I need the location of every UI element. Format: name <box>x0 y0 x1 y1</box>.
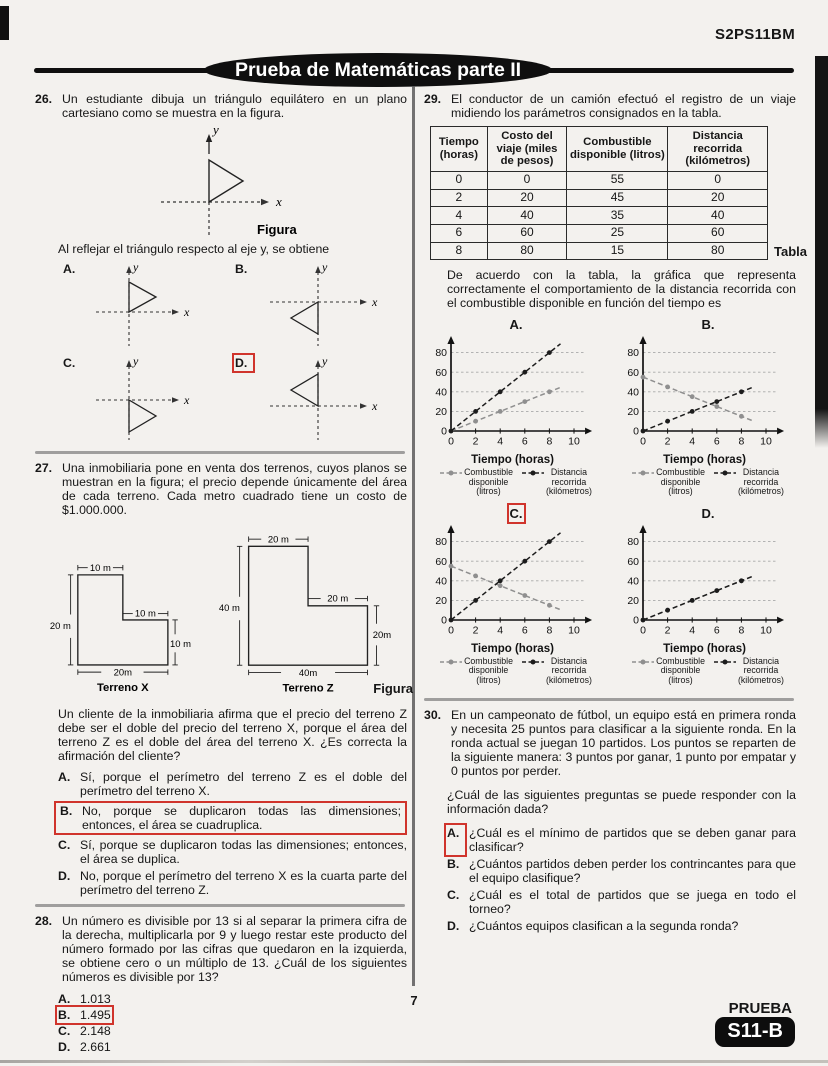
q26-option-a <box>63 260 235 350</box>
table-row <box>431 171 768 189</box>
legend-text: Combustible disponible (litros) <box>464 655 513 685</box>
svg-text:0: 0 <box>633 614 639 627</box>
chart-legend <box>440 468 592 497</box>
legend-marker <box>632 657 654 667</box>
chart-option-label: B. <box>701 317 715 333</box>
dimension-label: 10 m <box>89 562 111 574</box>
legend-text: Combustible disponible (litros) <box>464 467 513 497</box>
svg-text:40: 40 <box>627 575 639 588</box>
legend-marker <box>440 657 462 667</box>
q27-option-c <box>58 838 407 866</box>
option-label: D. <box>58 869 71 884</box>
figure-label: Figura <box>373 681 413 697</box>
svg-text:0: 0 <box>441 425 447 438</box>
svg-text:6: 6 <box>713 624 720 637</box>
question-number: 26. <box>35 92 53 106</box>
legend-marker <box>522 468 544 478</box>
column-divider <box>412 86 415 986</box>
chart-plot <box>616 334 800 466</box>
option-c-figure <box>84 354 214 444</box>
q29-data-table <box>430 126 768 260</box>
terreno-x-label: Terreno X <box>96 682 149 695</box>
svg-text:0: 0 <box>448 435 454 448</box>
svg-text:40: 40 <box>435 386 447 399</box>
q30-option-a-marked <box>447 826 796 854</box>
table-cell: 55 <box>567 171 668 189</box>
scan-artifact-right-edge <box>815 56 828 448</box>
q30-question: ¿Cuál de las siguientes preguntas se puede responder con la información dada? <box>447 787 796 816</box>
option-text: Sí, porque el perímetro del terreno Z es el doble del perímetro del terreno X. <box>80 770 407 799</box>
page-number: 7 <box>410 993 418 1008</box>
table-cell: 60 <box>668 224 768 242</box>
question-separator <box>424 698 794 701</box>
q26-options <box>63 260 407 444</box>
chart-option-b <box>616 318 800 497</box>
option-label: C. <box>58 838 71 853</box>
q30-option-d <box>447 919 796 933</box>
svg-text:6: 6 <box>521 435 528 448</box>
dimension-label: 10 m <box>169 639 191 651</box>
table-cell: 2 <box>431 189 488 207</box>
q26-option-d <box>235 354 407 444</box>
y-axis-label: y <box>322 354 328 369</box>
legend-marker <box>714 468 736 478</box>
svg-text:0: 0 <box>633 425 639 438</box>
q27-figure <box>49 523 413 703</box>
option-text: ¿Cuántos equipos clasifican a la segunda ronda? <box>469 918 739 933</box>
table-label: Tabla <box>774 243 807 259</box>
y-axis-label: y <box>213 122 219 138</box>
figure-label: Figura <box>257 222 297 238</box>
title-banner <box>30 52 798 88</box>
question-30 <box>424 708 796 778</box>
y-axis-label: y <box>133 354 139 369</box>
dimension-label: 20 m <box>327 593 349 605</box>
svg-text:4: 4 <box>689 624 696 637</box>
chart-option-c <box>424 507 608 686</box>
svg-text:20: 20 <box>435 594 447 607</box>
q27-option-a <box>58 770 407 798</box>
svg-text:60: 60 <box>627 555 639 568</box>
table-header-cell: Combustible disponible (litros) <box>567 127 668 172</box>
y-axis-label: y <box>133 260 139 275</box>
svg-text:Tiempo (horas): Tiempo (horas) <box>471 642 554 655</box>
table-cell: 6 <box>431 224 488 242</box>
svg-text:6: 6 <box>521 624 528 637</box>
chart-legend <box>632 468 784 497</box>
document-code: S2PS11BM <box>715 26 795 43</box>
option-label: C. <box>58 1024 71 1039</box>
question-text: El conductor de un camión efectuó el registro de un viaje midiendo los parámetros consignados en la tabla. <box>451 92 796 121</box>
legend-entry <box>440 468 513 497</box>
svg-text:6: 6 <box>713 435 720 448</box>
legend-entry <box>632 468 705 497</box>
question-separator <box>35 904 405 907</box>
footer-prueba-label: PRUEBA <box>728 1000 792 1017</box>
option-text: 2.148 <box>80 1024 111 1039</box>
question-text: Un número es divisible por 13 si al separar la primera cifra de la derecha, multiplicarla por 9 y luego restar este producto del número formado por las cifras que quedaron en la izquierda, se obtiene cero o un múltiplo de 13. ¿Cuál de los siguientes números es divisible por 13? <box>62 914 407 985</box>
svg-text:2: 2 <box>664 624 671 637</box>
legend-entry <box>714 657 784 686</box>
question-26 <box>35 92 407 120</box>
right-column <box>424 90 807 936</box>
svg-text:2: 2 <box>472 624 479 637</box>
table-row <box>431 207 768 225</box>
question-28 <box>35 914 407 984</box>
svg-text:20: 20 <box>627 594 639 607</box>
q27-option-d <box>58 869 407 897</box>
table-cell: 45 <box>567 189 668 207</box>
option-label-marked: D. <box>235 356 252 370</box>
svg-text:20: 20 <box>627 406 639 419</box>
x-axis-label: x <box>372 295 378 310</box>
svg-text:8: 8 <box>738 435 745 448</box>
question-text: En un campeonato de fútbol, un equipo está en primera ronda y necesita 25 puntos para clasificar a la siguiente ronda. En la ronda actual se juegan 10 partidos. Los puntos se reparten de la siguiente manera: 3 puntos por ganar, 1 punto por empatar y 0 puntos por perder. <box>451 707 796 778</box>
table-row <box>431 242 768 260</box>
svg-text:0: 0 <box>640 624 646 637</box>
legend-entry <box>714 468 784 497</box>
legend-marker <box>522 657 544 667</box>
option-label: B. <box>447 856 460 871</box>
option-text: ¿Cuántos partidos deben perder los contrincantes para que el equipo clasifique? <box>469 856 796 885</box>
option-text: No, porque el perímetro del terreno X es la cuarta parte del perímetro del terreno Z. <box>80 869 407 898</box>
svg-text:0: 0 <box>448 624 454 637</box>
svg-text:8: 8 <box>738 624 745 637</box>
q29-option-charts <box>424 318 796 685</box>
chart-legend <box>440 657 592 686</box>
x-axis-label: x <box>184 305 190 320</box>
option-d-figure <box>256 354 386 444</box>
option-label: D. <box>447 918 460 933</box>
legend-entry <box>522 657 592 686</box>
option-text: 2.661 <box>80 1040 111 1055</box>
chart-option-label: A. <box>509 317 523 333</box>
dimension-label: 10 m <box>134 608 156 620</box>
svg-text:80: 80 <box>627 347 639 360</box>
footer-test-badge: S11-B <box>715 1017 795 1047</box>
option-a-figure <box>84 260 214 350</box>
q29-prompt: De acuerdo con la tabla, la gráfica que representa correctamente el comportamiento de la distancia recorrida con el combustible disponible en función del tiempo es <box>447 268 796 311</box>
option-label: C. <box>63 356 76 371</box>
x-axis-label: x <box>276 194 282 210</box>
legend-text: Combustible disponible (litros) <box>656 467 705 497</box>
svg-text:80: 80 <box>435 535 447 548</box>
svg-text:Tiempo (horas): Tiempo (horas) <box>663 454 746 467</box>
q26-option-b <box>235 260 407 350</box>
legend-text: Distancia recorrida (kilómetros) <box>545 655 592 685</box>
chart-option-d <box>616 507 800 686</box>
chart-plot <box>616 523 800 655</box>
svg-text:40: 40 <box>627 386 639 399</box>
legend-entry <box>522 468 592 497</box>
banner-title: Prueba de Matemáticas parte II <box>204 53 552 87</box>
svg-text:Tiempo (horas): Tiempo (horas) <box>471 454 554 467</box>
table-cell: 40 <box>668 207 768 225</box>
option-text: 1.013 <box>80 992 111 1007</box>
chart-option-a <box>424 318 608 497</box>
terreno-x-plan <box>49 553 204 703</box>
legend-marker <box>440 468 462 478</box>
table-cell: 35 <box>567 207 668 225</box>
svg-text:4: 4 <box>497 435 504 448</box>
q26-cartesian-plane <box>111 122 331 240</box>
table-header-row <box>431 127 768 172</box>
option-text: Sí, porque se duplicaron todas las dimensiones; entonces, el área se duplica. <box>80 838 407 867</box>
option-label: B. <box>235 262 248 277</box>
option-label: D. <box>58 1040 71 1055</box>
terreno-z-plan <box>218 523 407 703</box>
option-label: A. <box>447 826 464 854</box>
chart-plot <box>424 334 608 466</box>
table-cell: 0 <box>487 171 567 189</box>
svg-text:60: 60 <box>435 366 447 379</box>
dimension-label: 40 m <box>218 603 240 615</box>
svg-text:80: 80 <box>627 535 639 548</box>
question-text: Una inmobiliaria pone en venta dos terrenos, cuyos planos se muestran en la figura; el precio depende únicamente del área de cada terreno. Cada metro cuadrado tiene un costo de $1.000.000. <box>62 461 407 518</box>
table-cell: 40 <box>487 207 567 225</box>
option-b-figure <box>256 260 386 350</box>
table-cell: 0 <box>668 171 768 189</box>
option-label: A. <box>63 262 76 277</box>
dimension-label: 20m <box>113 667 133 679</box>
svg-text:2: 2 <box>472 435 479 448</box>
chart-plot <box>424 523 608 655</box>
q26-option-c <box>63 354 235 444</box>
svg-text:0: 0 <box>640 435 646 448</box>
chart-legend <box>632 657 784 686</box>
table-cell: 80 <box>487 242 567 260</box>
terreno-z-label: Terreno Z <box>282 682 334 695</box>
x-axis-label: x <box>372 399 378 414</box>
option-label: A. <box>58 992 71 1007</box>
q28-option-c <box>58 1024 407 1038</box>
question-number: 27. <box>35 461 53 476</box>
legend-marker <box>632 468 654 478</box>
option-label: B. <box>58 1008 71 1023</box>
svg-text:4: 4 <box>497 624 504 637</box>
q29-table-wrap <box>430 126 807 260</box>
svg-text:10: 10 <box>568 624 580 637</box>
svg-text:10: 10 <box>760 435 772 448</box>
table-cell: 20 <box>487 189 567 207</box>
question-number: 28. <box>35 914 53 929</box>
q26-figure <box>35 122 407 240</box>
svg-text:10: 10 <box>568 435 580 448</box>
chart-option-label: D. <box>701 505 715 521</box>
table-cell: 60 <box>487 224 567 242</box>
table-header-cell: Costo del viaje (miles de pesos) <box>487 127 567 172</box>
option-label: C. <box>447 887 460 902</box>
legend-text: Distancia recorrida (kilómetros) <box>737 467 784 497</box>
left-column <box>35 90 413 1055</box>
dimension-label: 40m <box>298 668 318 680</box>
table-cell: 20 <box>668 189 768 207</box>
legend-text: Combustible disponible (litros) <box>656 655 705 685</box>
option-text: ¿Cuál es el mínimo de partidos que se deben ganar para clasificar? <box>469 825 796 854</box>
q26-prompt: Al reflejar el triángulo respecto al eje y, se obtiene <box>58 242 330 257</box>
svg-text:40: 40 <box>435 575 447 588</box>
table-cell: 8 <box>431 242 488 260</box>
table-cell: 4 <box>431 207 488 225</box>
q27-option-b-marked <box>54 801 407 835</box>
svg-text:4: 4 <box>689 435 696 448</box>
option-label: A. <box>58 770 71 785</box>
svg-text:Tiempo (horas): Tiempo (horas) <box>663 642 746 655</box>
question-text: Un estudiante dibuja un triángulo equilátero en un plano cartesiano como se muestra en la figura. <box>62 92 407 121</box>
dimension-label: 20 m <box>267 534 289 546</box>
svg-text:0: 0 <box>441 614 447 627</box>
table-cell: 0 <box>431 171 488 189</box>
scan-artifact-bottom-line <box>0 1060 828 1063</box>
legend-marker <box>714 657 736 667</box>
svg-text:10: 10 <box>760 624 772 637</box>
legend-text: Distancia recorrida (kilómetros) <box>737 655 784 685</box>
legend-entry <box>632 657 705 686</box>
table-cell: 25 <box>567 224 668 242</box>
q30-option-c <box>447 888 796 916</box>
question-separator <box>35 451 405 454</box>
option-label: B. <box>60 804 73 819</box>
table-cell: 15 <box>567 242 668 260</box>
question-number: 29. <box>424 92 442 106</box>
table-row <box>431 189 768 207</box>
question-number: 30. <box>424 707 442 722</box>
svg-text:60: 60 <box>435 555 447 568</box>
table-row <box>431 224 768 242</box>
svg-text:2: 2 <box>664 435 671 448</box>
scan-artifact-top-left <box>0 6 9 40</box>
svg-text:60: 60 <box>627 366 639 379</box>
svg-text:20: 20 <box>435 406 447 419</box>
y-axis-label: y <box>322 260 328 275</box>
q30-option-b <box>447 857 796 885</box>
option-text: ¿Cuál es el total de partidos que se juega en todo el torneo? <box>469 887 796 916</box>
dimension-label: 20 m <box>49 621 71 633</box>
option-text: 1.495 <box>80 1008 111 1023</box>
table-cell: 80 <box>668 242 768 260</box>
option-text: No, porque se duplicaron todas las dimensiones; entonces, el área se cuadruplica. <box>82 804 401 833</box>
chart-option-label-marked: C. <box>509 505 523 521</box>
question-27 <box>35 461 407 517</box>
q27-question: Un cliente de la inmobiliaria afirma que el precio del terreno Z debe ser el doble del precio del terreno X, porque el área del terreno Z es el doble del área del terreno X. ¿Es correcta la afirmación del cliente? <box>58 707 407 764</box>
question-29 <box>424 92 796 120</box>
q28-option-b-marked <box>58 1008 407 1022</box>
table-header-cell: Tiempo (horas) <box>431 127 488 172</box>
legend-text: Distancia recorrida (kilómetros) <box>545 467 592 497</box>
svg-text:8: 8 <box>546 435 553 448</box>
q28-option-d <box>58 1040 407 1054</box>
svg-text:80: 80 <box>435 347 447 360</box>
table-header-cell: Distancia recorrida (kilómetros) <box>668 127 768 172</box>
x-axis-label: x <box>184 393 190 408</box>
legend-entry <box>440 657 513 686</box>
dimension-label: 20m <box>372 630 391 642</box>
svg-text:8: 8 <box>546 624 553 637</box>
